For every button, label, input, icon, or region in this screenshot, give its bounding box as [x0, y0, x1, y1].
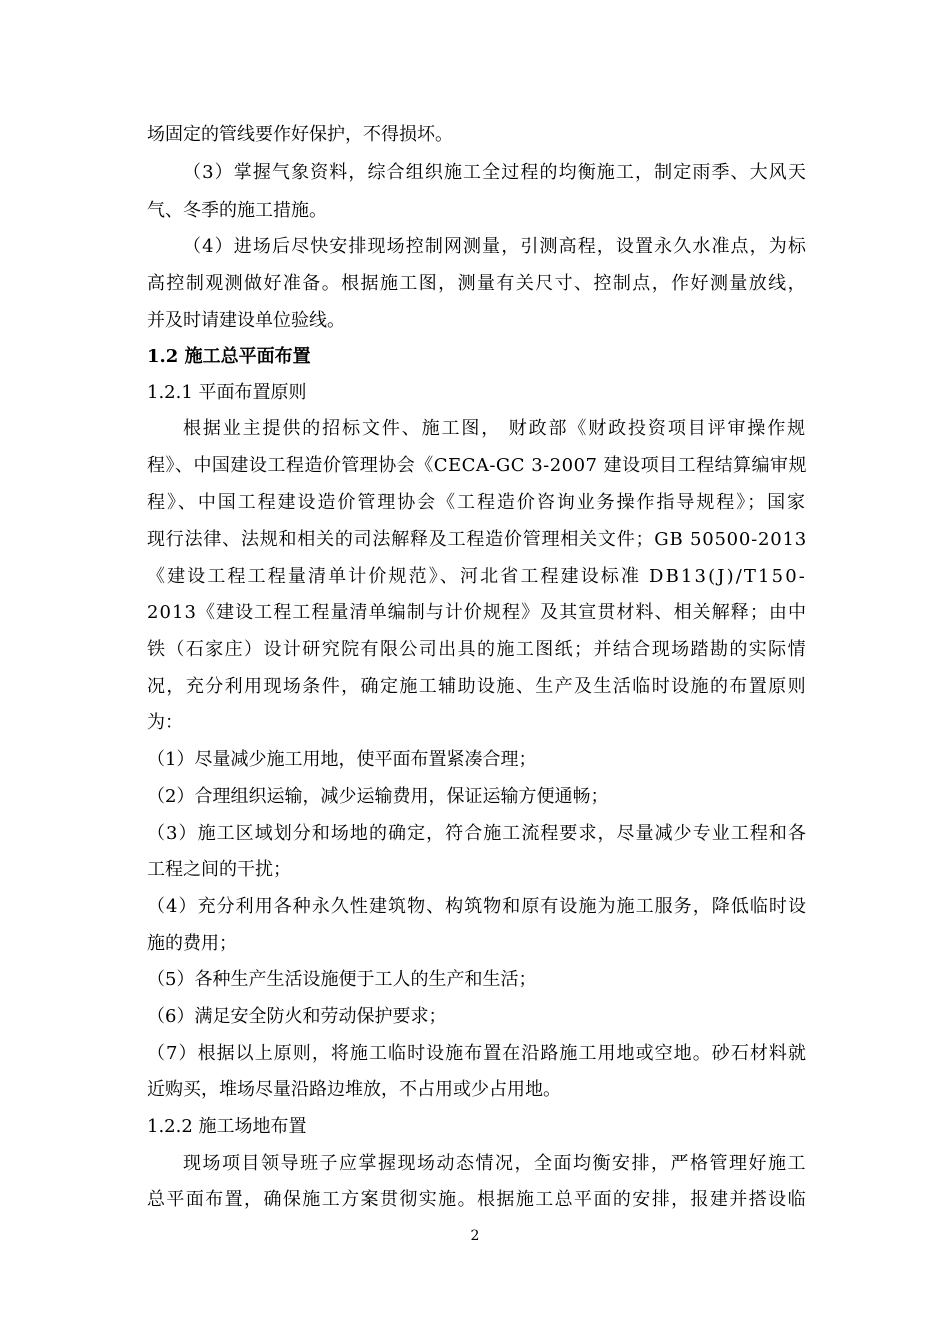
page-number: 2	[470, 1228, 480, 1244]
text-line: 程》、中国建设工程造价管理协会《CECA-GC 3-2007 建设项目工程结算编审规	[147, 455, 807, 476]
text-line: 工程之间的干扰；	[147, 859, 291, 880]
text-line: 施的费用；	[147, 933, 237, 954]
subsection-heading: 1.2.1 平面布置原则	[147, 382, 307, 403]
list-item: （3）施工区域划分和场地的确定，符合施工流程要求，尽量减少专业工程和各	[147, 823, 807, 844]
text-line: 《建设工程工程量清单计价规范》、河北省工程建设标准 DB13(J)/T150-	[147, 566, 808, 587]
text-line: 现场项目领导班子应掌握现场动态情况，全面均衡安排，严格管理好施工	[183, 1153, 807, 1174]
text-line: 并及时请建设单位验线。	[147, 310, 345, 331]
text-line: 总平面布置，确保施工方案贯彻实施。根据施工总平面的安排，报建并搭设临	[147, 1189, 808, 1210]
text-line: 气、冬季的施工措施。	[147, 200, 327, 221]
subsection-heading: 1.2.2 施工场地布置	[147, 1116, 307, 1137]
text-line: 铁（石家庄）设计研究院有限公司出具的施工图纸；并结合现场踏勘的实际情	[147, 639, 808, 660]
text-line: 场固定的管线要作好保护，不得损坏。	[147, 124, 453, 145]
list-item: （6）满足安全防火和劳动保护要求；	[147, 1006, 447, 1027]
list-item: （2）合理组织运输，减少运输费用，保证运输方便通畅；	[147, 786, 609, 807]
text-line: 高控制观测做好准备。根据施工图，测量有关尺寸、控制点，作好测量放线，	[147, 273, 808, 294]
text-line: 程》、中国工程建设造价管理协会《工程造价咨询业务操作指导规程》；国家	[147, 492, 807, 513]
text-line: 现行法律、法规和相关的司法解释及工程造价管理相关文件；GB 50500-2013	[147, 529, 807, 550]
text-line: 根据业主提供的招标文件、施工图， 财政部《财政投资项目评审操作规	[183, 418, 808, 439]
text-line: 况，充分利用现场条件，确定施工辅助设施、生产及生活临时设施的布置原则	[147, 676, 808, 697]
list-item: （5）各种生产生活设施便于工人的生产和生活；	[147, 969, 537, 990]
text-line: 近购买，堆场尽量沿路边堆放，不占用或少占用地。	[147, 1079, 561, 1100]
text-line: （3）掌握气象资料，综合组织施工全过程的均衡施工，制定雨季、大风天	[183, 162, 807, 183]
list-item: （7）根据以上原则，将施工临时设施布置在沿路施工用地或空地。砂石材料就	[147, 1043, 807, 1064]
list-item: （1）尽量减少施工用地，使平面布置紧凑合理；	[147, 749, 537, 770]
text-line: 为：	[147, 712, 183, 733]
section-heading: 1.2 施工总平面布置	[147, 346, 311, 367]
text-line: （4）进场后尽快安排现场控制网测量，引测高程，设置永久水准点，为标	[183, 236, 807, 257]
list-item: （4）充分利用各种永久性建筑物、构筑物和原有设施为施工服务，降低临时设	[147, 896, 807, 917]
text-line: 2013《建设工程工程量清单编制与计价规程》及其宣贯材料、相关解释；由中	[147, 602, 808, 623]
